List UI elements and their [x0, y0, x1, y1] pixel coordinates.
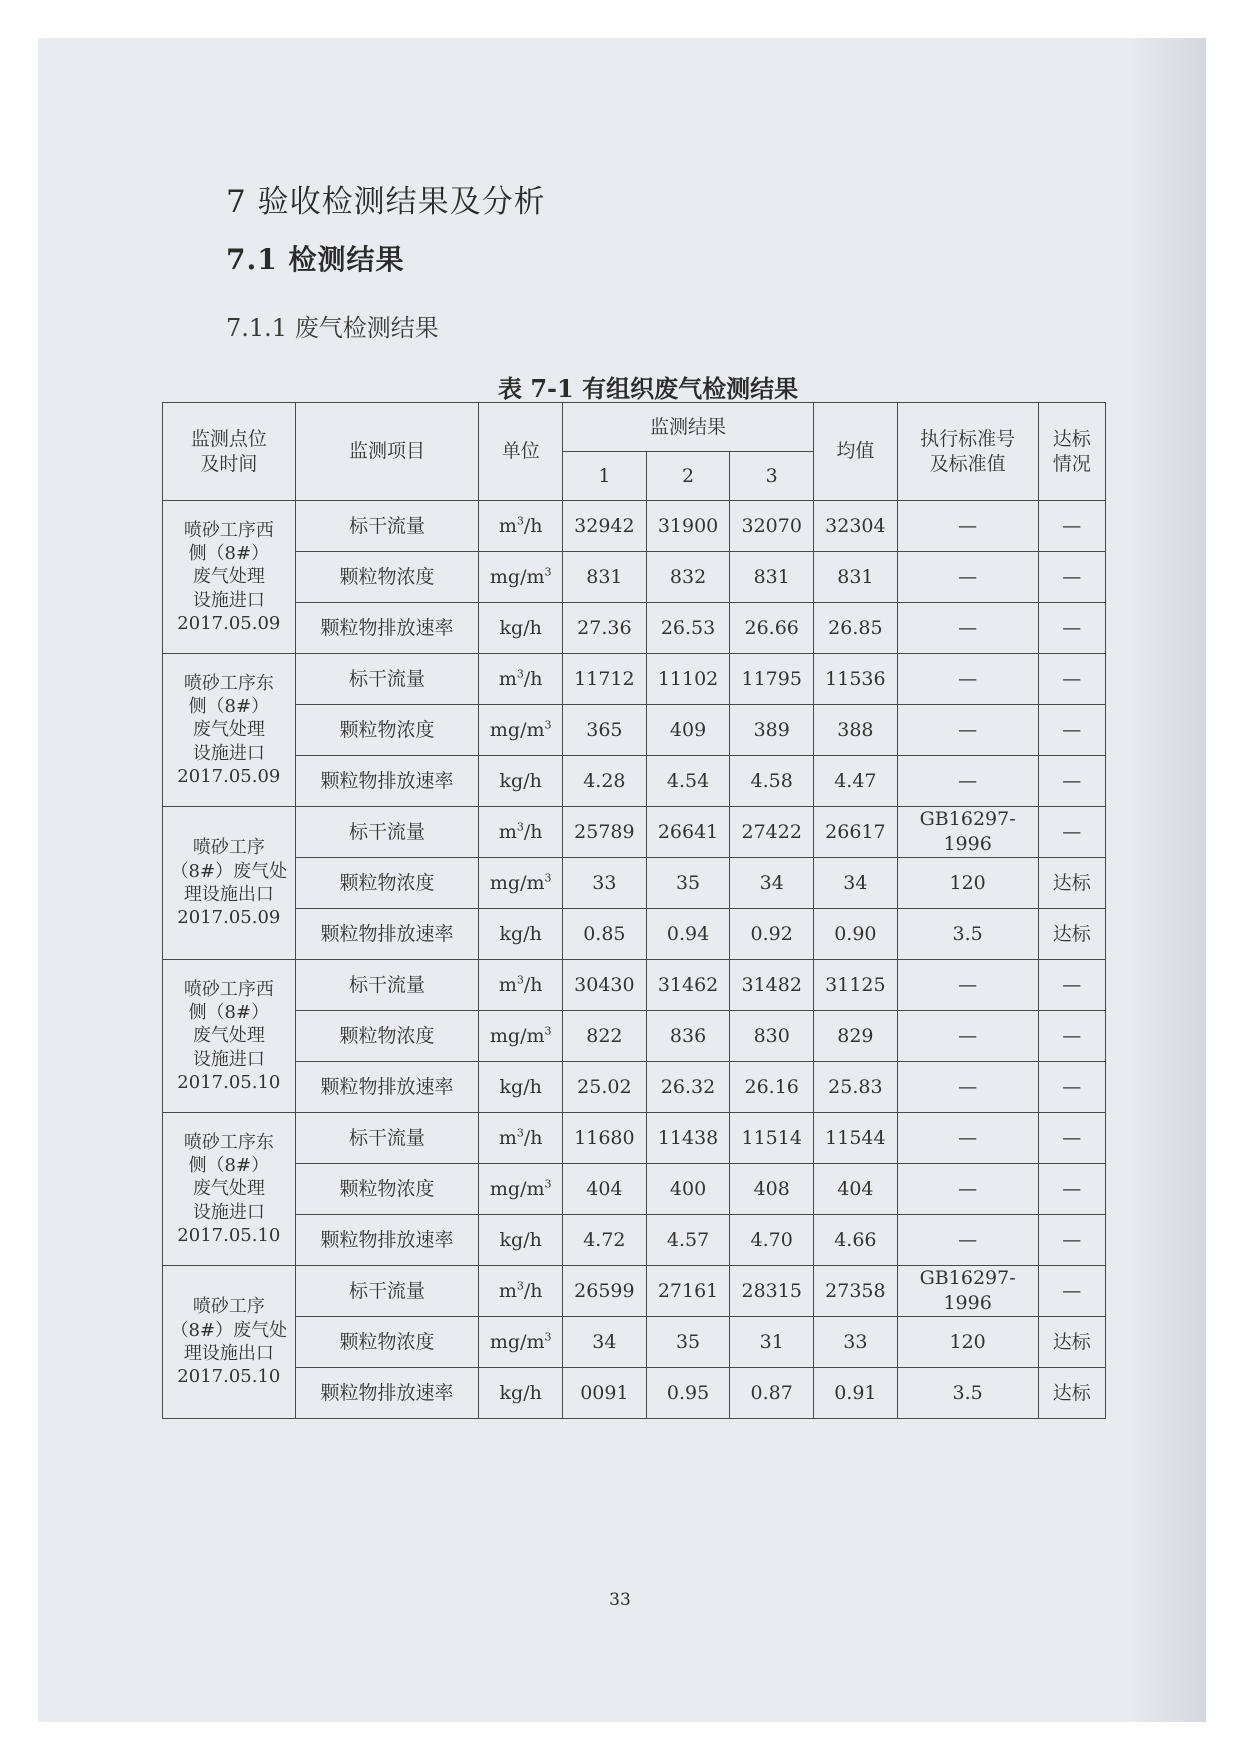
- unit-cell: [479, 1266, 563, 1317]
- result-3-cell: 11795: [730, 654, 814, 705]
- mean-cell: 4.66: [814, 1215, 898, 1266]
- result-3-cell: 408: [730, 1164, 814, 1215]
- standard-cell: —: [897, 501, 1038, 552]
- unit-superscript: 3: [544, 565, 552, 579]
- section-heading: 7.1 检测结果: [226, 243, 405, 276]
- unit-superscript: 3: [516, 667, 524, 681]
- status-cell: —: [1038, 960, 1105, 1011]
- unit-base: kg/h: [499, 1075, 542, 1098]
- mean-cell: 25.83: [814, 1062, 898, 1113]
- status-cell: —: [1038, 1164, 1105, 1215]
- header-run-3: 3: [730, 452, 814, 501]
- standard-cell: GB16297-1996: [897, 807, 1038, 858]
- unit-base: m: [498, 1126, 517, 1149]
- status-cell: —: [1038, 705, 1105, 756]
- standard-cell: —: [897, 603, 1038, 654]
- unit-cell: [479, 1011, 563, 1062]
- status-cell: 达标: [1038, 858, 1105, 909]
- result-3-cell: 31482: [730, 960, 814, 1011]
- table-row: [163, 1215, 1106, 1266]
- result-1-cell: 0.85: [563, 909, 647, 960]
- standard-cell: —: [897, 705, 1038, 756]
- unit-cell: [479, 1368, 563, 1419]
- result-2-cell: 26.32: [646, 1062, 730, 1113]
- standard-cell: —: [897, 552, 1038, 603]
- result-2-cell: 26.53: [646, 603, 730, 654]
- result-2-cell: 11102: [646, 654, 730, 705]
- mean-cell: 31125: [814, 960, 898, 1011]
- unit-base: kg/h: [499, 922, 542, 945]
- table-row: [163, 807, 1106, 858]
- result-2-cell: 11438: [646, 1113, 730, 1164]
- unit-base: m: [498, 514, 517, 537]
- result-2-cell: 27161: [646, 1266, 730, 1317]
- unit-base: m: [498, 1279, 517, 1302]
- standard-cell: GB16297-1996: [897, 1266, 1038, 1317]
- result-1-cell: 26599: [563, 1266, 647, 1317]
- unit-cell: [479, 1215, 563, 1266]
- mean-cell: 11544: [814, 1113, 898, 1164]
- status-cell: —: [1038, 501, 1105, 552]
- header-item: 监测项目: [295, 403, 479, 501]
- item-cell: 颗粒物排放速率: [295, 909, 479, 960]
- mean-cell: 32304: [814, 501, 898, 552]
- mean-cell: 34: [814, 858, 898, 909]
- unit-base: mg/m: [489, 871, 545, 894]
- unit-cell: [479, 960, 563, 1011]
- location-cell: 喷砂工序东 侧（8#） 废气处理 设施进口 2017.05.10: [163, 1113, 296, 1266]
- standard-cell: —: [897, 756, 1038, 807]
- result-3-cell: 0.92: [730, 909, 814, 960]
- header-mean: 均值: [814, 403, 898, 501]
- table-row: [163, 909, 1106, 960]
- header-results: 监测结果: [563, 403, 814, 452]
- standard-cell: —: [897, 1164, 1038, 1215]
- result-1-cell: 365: [563, 705, 647, 756]
- unit-superscript: 3: [544, 871, 552, 885]
- unit-base: kg/h: [499, 1228, 542, 1251]
- mean-cell: 829: [814, 1011, 898, 1062]
- unit-cell: [479, 654, 563, 705]
- unit-superscript: 3: [516, 514, 524, 528]
- standard-cell: 3.5: [897, 909, 1038, 960]
- mean-cell: 11536: [814, 654, 898, 705]
- unit-cell: [479, 858, 563, 909]
- unit-cell: [479, 1164, 563, 1215]
- table-row: [163, 705, 1106, 756]
- unit-base: kg/h: [499, 1381, 542, 1404]
- status-cell: —: [1038, 1215, 1105, 1266]
- unit-base: kg/h: [499, 769, 542, 792]
- result-1-cell: 4.72: [563, 1215, 647, 1266]
- table-row: [163, 1062, 1106, 1113]
- mean-cell: 4.47: [814, 756, 898, 807]
- unit-cell: [479, 1113, 563, 1164]
- unit-base: m: [498, 973, 517, 996]
- item-cell: 标干流量: [295, 807, 479, 858]
- result-3-cell: 0.87: [730, 1368, 814, 1419]
- mean-cell: 27358: [814, 1266, 898, 1317]
- unit-cell: [479, 1062, 563, 1113]
- table-row: [163, 1011, 1106, 1062]
- emission-results-table: [162, 402, 1106, 1419]
- header-run-1: 1: [563, 452, 647, 501]
- standard-cell: 120: [897, 858, 1038, 909]
- unit-superscript: 3: [544, 1177, 552, 1191]
- result-1-cell: 30430: [563, 960, 647, 1011]
- standard-cell: —: [897, 654, 1038, 705]
- status-cell: —: [1038, 552, 1105, 603]
- mean-cell: 831: [814, 552, 898, 603]
- unit-superscript: 3: [516, 1126, 524, 1140]
- subsection-heading: 7.1.1 废气检测结果: [226, 314, 439, 342]
- result-1-cell: 4.28: [563, 756, 647, 807]
- mean-cell: 0.90: [814, 909, 898, 960]
- standard-cell: 120: [897, 1317, 1038, 1368]
- unit-cell: [479, 501, 563, 552]
- location-cell: 喷砂工序 （8#）废气处 理设施出口 2017.05.09: [163, 807, 296, 960]
- result-3-cell: 831: [730, 552, 814, 603]
- unit-cell: [479, 909, 563, 960]
- standard-cell: —: [897, 1011, 1038, 1062]
- table-row: [163, 1164, 1106, 1215]
- mean-cell: 26617: [814, 807, 898, 858]
- result-1-cell: 25789: [563, 807, 647, 858]
- unit-superscript: 3: [516, 1279, 524, 1293]
- standard-cell: —: [897, 1215, 1038, 1266]
- unit-base: mg/m: [489, 1177, 545, 1200]
- result-3-cell: 26.16: [730, 1062, 814, 1113]
- unit-tail: /h: [523, 667, 543, 690]
- result-2-cell: 31462: [646, 960, 730, 1011]
- unit-base: mg/m: [489, 1024, 545, 1047]
- result-1-cell: 831: [563, 552, 647, 603]
- result-3-cell: 26.66: [730, 603, 814, 654]
- result-1-cell: 822: [563, 1011, 647, 1062]
- result-3-cell: 4.58: [730, 756, 814, 807]
- result-1-cell: 0091: [563, 1368, 647, 1419]
- standard-cell: —: [897, 1113, 1038, 1164]
- unit-base: kg/h: [499, 616, 542, 639]
- status-cell: —: [1038, 1062, 1105, 1113]
- status-cell: —: [1038, 603, 1105, 654]
- status-cell: —: [1038, 1011, 1105, 1062]
- result-2-cell: 35: [646, 858, 730, 909]
- header-unit: 单位: [479, 403, 563, 501]
- result-3-cell: 389: [730, 705, 814, 756]
- item-cell: 颗粒物排放速率: [295, 1215, 479, 1266]
- result-1-cell: 34: [563, 1317, 647, 1368]
- result-1-cell: 32942: [563, 501, 647, 552]
- result-3-cell: 31: [730, 1317, 814, 1368]
- location-cell: 喷砂工序 （8#）废气处 理设施出口 2017.05.10: [163, 1266, 296, 1419]
- header-location: 监测点位 及时间: [163, 403, 296, 501]
- item-cell: 颗粒物排放速率: [295, 756, 479, 807]
- table-row: [163, 1368, 1106, 1419]
- status-cell: 达标: [1038, 1317, 1105, 1368]
- unit-tail: /h: [523, 1126, 543, 1149]
- result-3-cell: 27422: [730, 807, 814, 858]
- item-cell: 颗粒物浓度: [295, 1011, 479, 1062]
- item-cell: 颗粒物浓度: [295, 858, 479, 909]
- item-cell: 颗粒物浓度: [295, 1164, 479, 1215]
- result-3-cell: 11514: [730, 1113, 814, 1164]
- item-cell: 标干流量: [295, 1113, 479, 1164]
- standard-cell: —: [897, 1062, 1038, 1113]
- header-run-2: 2: [646, 452, 730, 501]
- result-2-cell: 4.54: [646, 756, 730, 807]
- item-cell: 颗粒物浓度: [295, 1317, 479, 1368]
- page-number: 33: [609, 1590, 631, 1610]
- table-caption: 表 7-1 有组织废气检测结果: [498, 374, 799, 403]
- result-1-cell: 11712: [563, 654, 647, 705]
- unit-tail: /h: [523, 820, 543, 843]
- header-standard: 执行标准号 及标准值: [897, 403, 1038, 501]
- table-body: [163, 501, 1106, 1419]
- table-row: [163, 501, 1106, 552]
- location-cell: 喷砂工序东 侧（8#） 废气处理 设施进口 2017.05.09: [163, 654, 296, 807]
- table-row: [163, 1266, 1106, 1317]
- standard-cell: —: [897, 960, 1038, 1011]
- unit-base: mg/m: [489, 718, 545, 741]
- result-1-cell: 404: [563, 1164, 647, 1215]
- mean-cell: 26.85: [814, 603, 898, 654]
- result-2-cell: 400: [646, 1164, 730, 1215]
- unit-tail: /h: [523, 1279, 543, 1302]
- item-cell: 颗粒物排放速率: [295, 603, 479, 654]
- result-2-cell: 409: [646, 705, 730, 756]
- status-cell: —: [1038, 654, 1105, 705]
- status-cell: 达标: [1038, 1368, 1105, 1419]
- result-1-cell: 27.36: [563, 603, 647, 654]
- unit-superscript: 3: [544, 718, 552, 732]
- item-cell: 标干流量: [295, 960, 479, 1011]
- unit-cell: [479, 1317, 563, 1368]
- unit-superscript: 3: [516, 820, 524, 834]
- result-3-cell: 28315: [730, 1266, 814, 1317]
- result-2-cell: 832: [646, 552, 730, 603]
- item-cell: 标干流量: [295, 654, 479, 705]
- mean-cell: 404: [814, 1164, 898, 1215]
- result-1-cell: 33: [563, 858, 647, 909]
- result-1-cell: 11680: [563, 1113, 647, 1164]
- location-cell: 喷砂工序西 侧（8#） 废气处理 设施进口 2017.05.10: [163, 960, 296, 1113]
- status-cell: 达标: [1038, 909, 1105, 960]
- table-row: [163, 603, 1106, 654]
- mean-cell: 33: [814, 1317, 898, 1368]
- table-row: [163, 552, 1106, 603]
- item-cell: 颗粒物浓度: [295, 705, 479, 756]
- result-2-cell: 836: [646, 1011, 730, 1062]
- result-2-cell: 0.95: [646, 1368, 730, 1419]
- table-row: [163, 654, 1106, 705]
- unit-superscript: 3: [544, 1024, 552, 1038]
- item-cell: 颗粒物浓度: [295, 552, 479, 603]
- item-cell: 颗粒物排放速率: [295, 1062, 479, 1113]
- unit-base: mg/m: [489, 565, 545, 588]
- unit-superscript: 3: [544, 1330, 552, 1344]
- unit-superscript: 3: [516, 973, 524, 987]
- result-2-cell: 0.94: [646, 909, 730, 960]
- location-cell: 喷砂工序西 侧（8#） 废气处理 设施进口 2017.05.09: [163, 501, 296, 654]
- result-3-cell: 32070: [730, 501, 814, 552]
- status-cell: —: [1038, 1266, 1105, 1317]
- unit-base: m: [498, 667, 517, 690]
- unit-base: mg/m: [489, 1330, 545, 1353]
- item-cell: 标干流量: [295, 501, 479, 552]
- unit-cell: [479, 603, 563, 654]
- result-3-cell: 830: [730, 1011, 814, 1062]
- header-row: [163, 403, 1106, 452]
- table-row: [163, 1113, 1106, 1164]
- table-row: [163, 960, 1106, 1011]
- table-row: [163, 858, 1106, 909]
- table-row: [163, 756, 1106, 807]
- page-edge-shadow: [1126, 38, 1206, 1722]
- unit-tail: /h: [523, 973, 543, 996]
- unit-cell: [479, 552, 563, 603]
- result-1-cell: 25.02: [563, 1062, 647, 1113]
- item-cell: 颗粒物排放速率: [295, 1368, 479, 1419]
- result-2-cell: 26641: [646, 807, 730, 858]
- unit-cell: [479, 705, 563, 756]
- mean-cell: 388: [814, 705, 898, 756]
- result-3-cell: 4.70: [730, 1215, 814, 1266]
- result-2-cell: 4.57: [646, 1215, 730, 1266]
- mean-cell: 0.91: [814, 1368, 898, 1419]
- unit-cell: [479, 756, 563, 807]
- unit-base: m: [498, 820, 517, 843]
- result-2-cell: 31900: [646, 501, 730, 552]
- item-cell: 标干流量: [295, 1266, 479, 1317]
- standard-cell: 3.5: [897, 1368, 1038, 1419]
- table-row: [163, 1317, 1106, 1368]
- header-status: 达标 情况: [1038, 403, 1105, 501]
- status-cell: —: [1038, 807, 1105, 858]
- result-3-cell: 34: [730, 858, 814, 909]
- result-2-cell: 35: [646, 1317, 730, 1368]
- status-cell: —: [1038, 756, 1105, 807]
- unit-cell: [479, 807, 563, 858]
- chapter-heading: 7 验收检测结果及分析: [226, 184, 546, 220]
- status-cell: —: [1038, 1113, 1105, 1164]
- unit-tail: /h: [523, 514, 543, 537]
